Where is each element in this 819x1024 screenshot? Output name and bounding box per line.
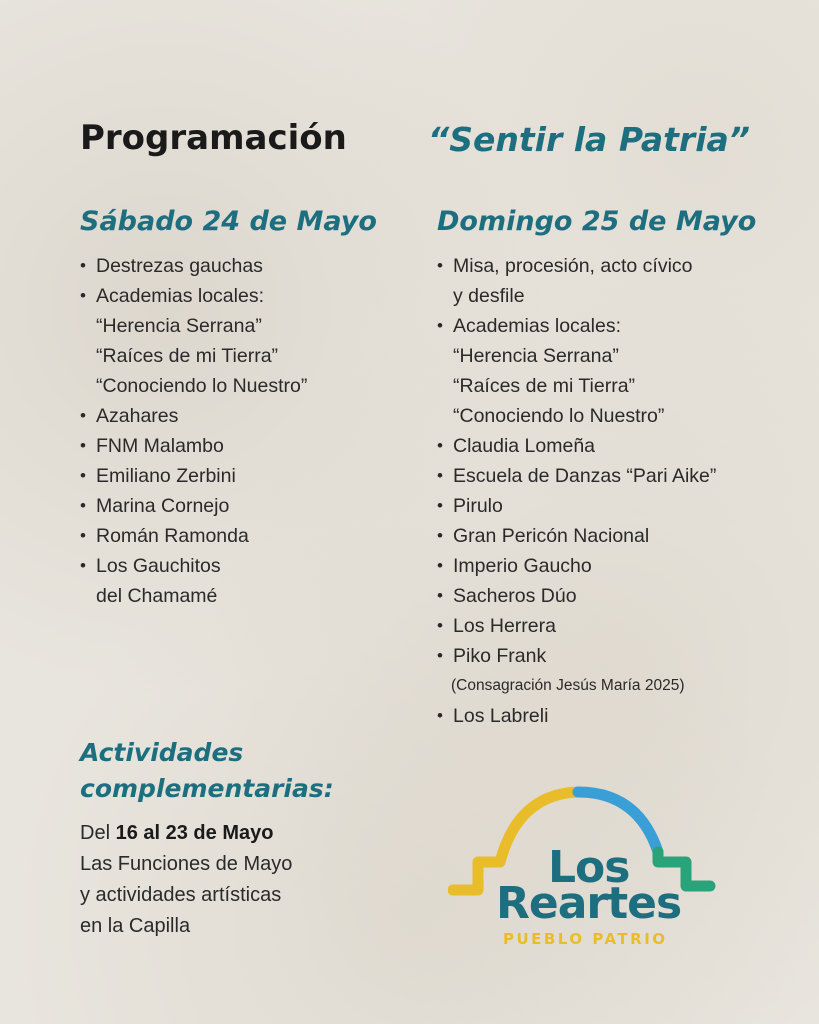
saturday-column [80,206,377,611]
list-item: • Academias locales: “Herencia Serrana” “Raíces de mi Tierra” “Conociendo lo Nuestro” [80,281,377,401]
list-item: • Los Labreli [437,701,756,731]
sunday-title: Domingo 25 de Mayo [437,206,757,237]
activities-line: y actividades artísticas [80,884,282,906]
list-item: • Imperio Gaucho [437,551,756,581]
page-title: Programación [80,118,347,158]
list-item: • Los Gauchitos del Chamamé [80,551,377,611]
list-item: • Román Ramonda [80,521,377,551]
sunday-list [437,251,756,731]
list-item: • FNM Malambo [80,431,377,461]
list-item: • Los Herrera [437,611,756,641]
list-item: • Piko Frank [437,641,756,671]
list-item: • Gran Pericón Nacional [437,521,756,551]
activities-line: en la Capilla [80,915,191,937]
logo-text-los: Los [548,842,630,893]
event-slogan: “Sentir la Patria” [428,120,751,159]
saturday-list [80,251,377,611]
los-reartes-logo [448,782,718,952]
list-item: • Misa, procesión, acto cívico y desfile [437,251,756,311]
list-item-note: (Consagración Jesús María 2025) [451,677,685,694]
activities-description [80,818,292,942]
activities-line: Las Funciones de Mayo [80,853,293,875]
logo-subtitle: PUEBLO PATRIO [503,930,668,948]
activities-date-range: 16 al 23 de Mayo [115,822,274,844]
list-item: • Destrezas gauchas [80,251,377,281]
list-item: • Sacheros Dúo [437,581,756,611]
list-item: • Claudia Lomeña [437,431,756,461]
logo-text-reartes: Reartes [496,878,682,929]
saturday-title: Sábado 24 de Mayo [80,206,377,237]
list-item: • Pirulo [437,491,756,521]
list-item: • Emiliano Zerbini [80,461,377,491]
activities-title: Actividades complementarias: [80,738,334,803]
list-item: • Azahares [80,401,377,431]
list-item: • Academias locales: “Herencia Serrana” “Raíces de mi Tierra” “Conociendo lo Nuestro” [437,311,756,431]
list-item: • Marina Cornejo [80,491,377,521]
sunday-column [437,206,756,731]
list-item: • Escuela de Danzas “Pari Aike” [437,461,756,491]
activities-date-line [80,818,292,849]
activities-date-prefix: Del [80,822,116,844]
